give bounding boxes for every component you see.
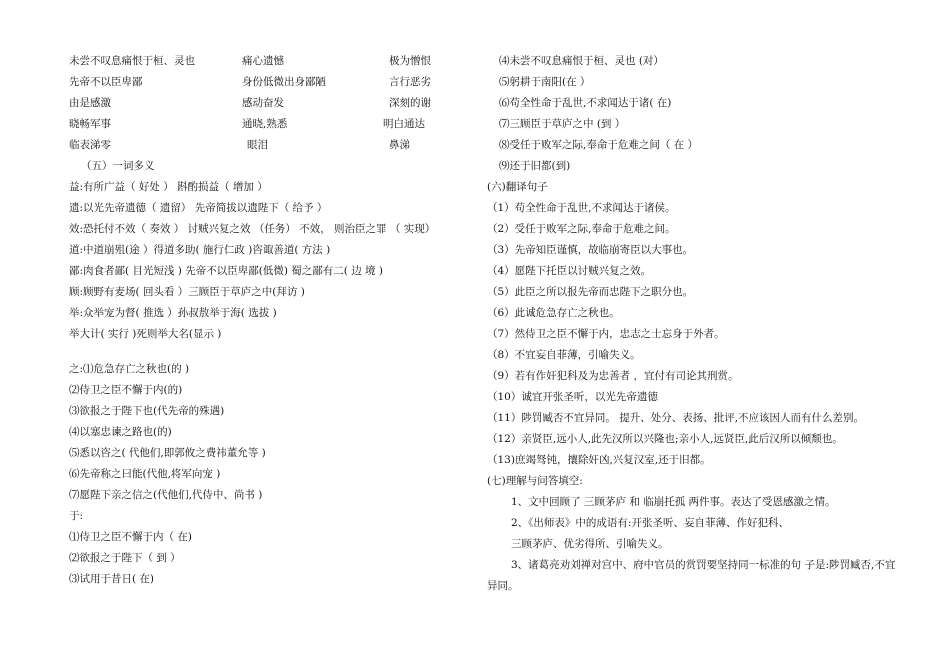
list-item: （9）若有作奸犯科及为忠善者 ，宜付有司论其刑赏。 [487,370,739,382]
list-item: 之:⑴危急存亡之秋也(的 ) [69,363,190,375]
list-item: 遗:以光先帝遗德（ 遗留） 先帝简拔以遗陛下（ 给予 ） [69,202,328,214]
table-cell: 明白通达 [383,118,425,130]
table-cell: 感动奋发 [242,97,284,109]
table-cell: 未尝不叹息痛恨于桓、灵也 [69,55,195,67]
list-item: （1）苟全性命于乱世,不求闻达于诸侯。 [487,202,676,214]
list-item: ⑷以塞忠谏之路也(的) [69,426,172,438]
list-item: 举大计( 实行 )死则举大名(显示 ) [69,328,222,340]
list-item: 1、文中回顾了 三顾茅庐 和 临崩托孤 两件事。表达了受恩感激之情。 [511,496,836,508]
section-heading-translation: (六)翻译句子 [487,181,548,193]
list-item: ⑹先帝称之曰能(代他,将军向宠 ) [69,468,221,480]
table-row [69,114,469,135]
list-item: ⑼还于旧都(到) [499,160,571,172]
list-item: 效:恐托付不效（ 奏效 ） 讨贼兴复之效 （任务） 不效， 则治臣之罪 （ 实现） [69,223,436,235]
table-row [69,72,469,93]
list-item: 鄙:肉食者鄙( 目光短浅 ) 先帝不以臣卑鄙(低微) 蜀之鄙有二( 边 境 ) [69,265,383,277]
list-item: （6）此诚危急存亡之秋也。 [487,307,620,319]
list-item: 顾:顾野有麦场( 回头看 ）三顾臣于草庐之中(拜访 ) [69,286,305,298]
list-item: ⑵侍卫之臣不懈于内(的) [69,384,183,396]
left-column [69,51,469,590]
list-item: （5）此臣之所以报先帝而忠陛下之职分也。 [487,286,694,298]
table-row [69,135,469,156]
list-item: 三顾茅庐、优劣得所、引喻失义。 [511,538,669,550]
table-cell: 身份低微出身鄙陋 [242,76,326,88]
list-item: ⑴侍卫之臣不懈于内（ 在) [69,531,192,543]
list-item: （10）诚宜开张圣听，以光先帝遗德 [487,391,658,403]
list-item: 异同。 [487,580,519,592]
list-item: （11）陟罚臧否不宜异同。 提升、处分、表扬、批评,不应该因人而有什么差别。 [487,412,865,424]
list-item: ⑺愿陛下亲之信之(代他们,代侍中、尚书 ) [69,489,263,501]
list-item: （3）先帝知臣谨慎，故临崩寄臣以大事也。 [487,244,694,256]
list-item: ⑺三顾臣于草庐之中 (到 ） [499,118,626,130]
list-item: （7）然侍卫之臣不懈于内，忠志之士忘身于外者。 [487,328,725,340]
section-heading-polysemy: （五）一词多义 [81,160,155,172]
table-cell: 通晓,熟悉 [242,118,288,130]
table-cell: 由是感激 [69,97,111,109]
section-heading-comprehension: (七)理解与问答填空: [487,475,583,487]
table-cell: 极为憎恨 [389,55,431,67]
table-row [69,51,469,72]
list-item: 于: [69,510,84,522]
table-cell: 深刻的谢 [389,97,431,109]
list-item: ⑸躬耕于南阳(在 ） [499,76,591,88]
list-item: 3、诸葛亮劝刘禅对宫中、府中官员的赏罚要坚持同一标准的句 子是:陟罚臧否,不宜 [511,559,896,571]
list-item: 举:众举宠为督( 推选 ）孙叔敖举于海( 选拔 ) [69,307,277,319]
list-item: ⑻受任于败军之际,奉命于危难之间（ 在 ） [499,139,699,151]
list-item: （4）愿陛下托臣以讨贼兴复之效。 [487,265,652,277]
list-item: ⑵欲报之于陛下（ 到 ） [69,552,181,564]
list-item: （8）不宜妄自菲薄，引喻失义。 [487,349,641,361]
list-item: （12）亲贤臣,远小人,此先汉所以兴隆也;亲小人,远贤臣,此后汉所以倾颓也。 [487,433,843,445]
table-cell: 鼻涕 [389,139,410,151]
table-cell: 言行恶劣 [389,76,431,88]
table-cell: 痛心遗憾 [242,55,284,67]
list-item: 道:中道崩殂(途 ）得道多助( 施行仁政 )咨诹善道( 方法 ) [69,244,331,256]
table-cell: 临表涕零 [69,139,111,151]
list-item: ⑶欲报之于陛下也(代先帝的殊遇) [69,405,225,417]
list-item: ⑶试用于昔日( 在) [69,573,155,585]
right-column [487,51,917,597]
list-item: （13)庶竭驽钝，攘除奸凶,兴复汉室,还于旧都。 [487,454,711,466]
table-cell: 晓畅军事 [69,118,111,130]
table-row [69,93,469,114]
list-item: 益:有所广益（ 好处 ） 斟酌损益（ 增加 ） [69,181,268,193]
list-item: ⑹苟全性命于乱世,不求闻达于诸( 在) [499,97,672,109]
table-cell: 先帝不以臣卑鄙 [69,76,143,88]
spacer [69,345,469,359]
table-cell: 眼泪 [247,139,268,151]
list-item: ⑷未尝不叹息痛恨于桓、灵也 (对） [499,55,664,67]
list-item: 2、《出师表》中的成语有:开张圣听、妄自菲薄、作好犯科、 [511,517,789,529]
list-item: ⑸悉以咨之( 代他们,即郭攸之费祎董允等 ) [69,447,266,459]
list-item: （2）受任于败军之际,奉命于危难之间。 [487,223,676,235]
word-meaning-table [69,51,469,156]
